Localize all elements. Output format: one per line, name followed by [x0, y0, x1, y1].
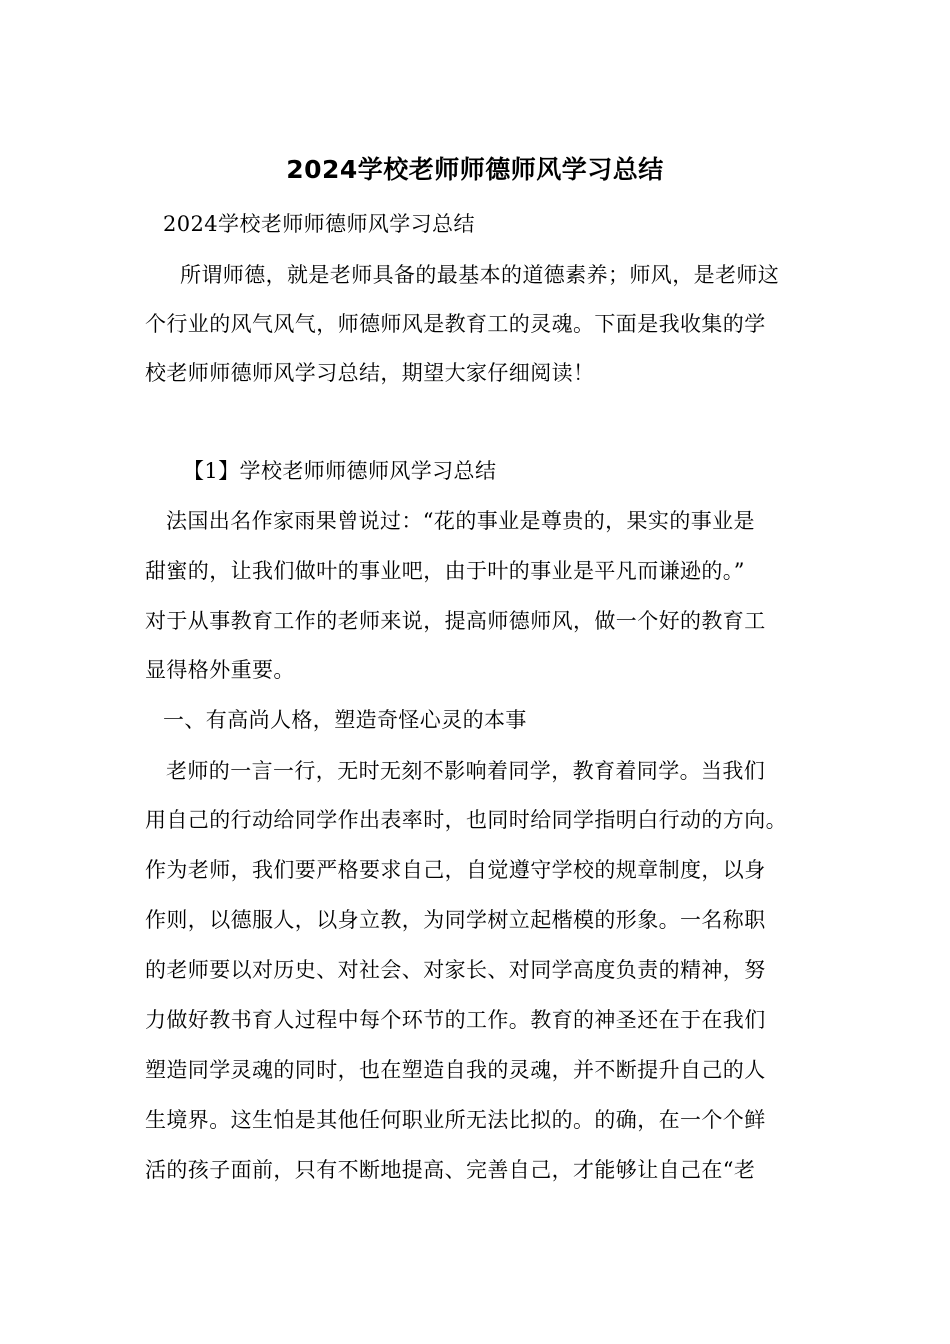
intro-line-3: 校老师师德师风学习总结，期望大家仔细阅读！ [145, 361, 595, 385]
intro-line-1: 所谓师德，就是老师具备的最基本的道德素养；师风，是老师这 [180, 263, 780, 287]
document-title: 2024学校老师师德师风学习总结 [286, 155, 664, 184]
paragraph-line: 对于从事教育工作的老师来说，提高师德师风，做一个好的教育工 [145, 609, 766, 633]
paragraph-line: 作则，以德服人，以身立教，为同学树立起楷模的形象。一名称职 [145, 908, 766, 932]
intro-line-2: 个行业的风气风气，师德师风是教育工的灵魂。下面是我收集的学 [145, 312, 766, 336]
paragraph-line: 活的孩子面前，只有不断地提高、完善自己，才能够让自己在“老 [145, 1158, 756, 1182]
paragraph-line: 法国出名作家雨果曾说过：“花的事业是尊贵的，果实的事业是 [166, 509, 755, 533]
paragraph-line: 老师的一言一行，无时无刻不影响着同学，教育着同学。当我们 [166, 759, 766, 783]
paragraph-line: 塑造同学灵魂的同时，也在塑造自我的灵魂，并不断提升自己的人 [145, 1058, 766, 1082]
paragraph-line: 的老师要以对历史、对社会、对家长、对同学高度负责的精神，努 [145, 958, 766, 982]
section-heading-1: 【1】学校老师师德师风学习总结 [183, 459, 497, 483]
paragraph-line: 作为老师，我们要严格要求自己，自觉遵守学校的规章制度，以身 [145, 858, 766, 882]
subtitle-line: 2024学校老师师德师风学习总结 [163, 212, 475, 236]
paragraph-line: 生境界。这生怕是其他任何职业所无法比拟的。的确，在一个个鲜 [145, 1108, 766, 1132]
subsection-heading-1: 一、有高尚人格，塑造奇怪心灵的本事 [163, 708, 527, 732]
paragraph-line: 用自己的行动给同学作出表率时，也同时给同学指明白行动的方向。 [145, 808, 787, 832]
paragraph-line: 显得格外重要。 [145, 658, 295, 682]
paragraph-line: 甜蜜的，让我们做叶的事业吧，由于叶的事业是平凡而谦逊的。” [145, 559, 745, 583]
paragraph-line: 力做好教书育人过程中每个环节的工作。教育的神圣还在于在我们 [145, 1008, 766, 1032]
